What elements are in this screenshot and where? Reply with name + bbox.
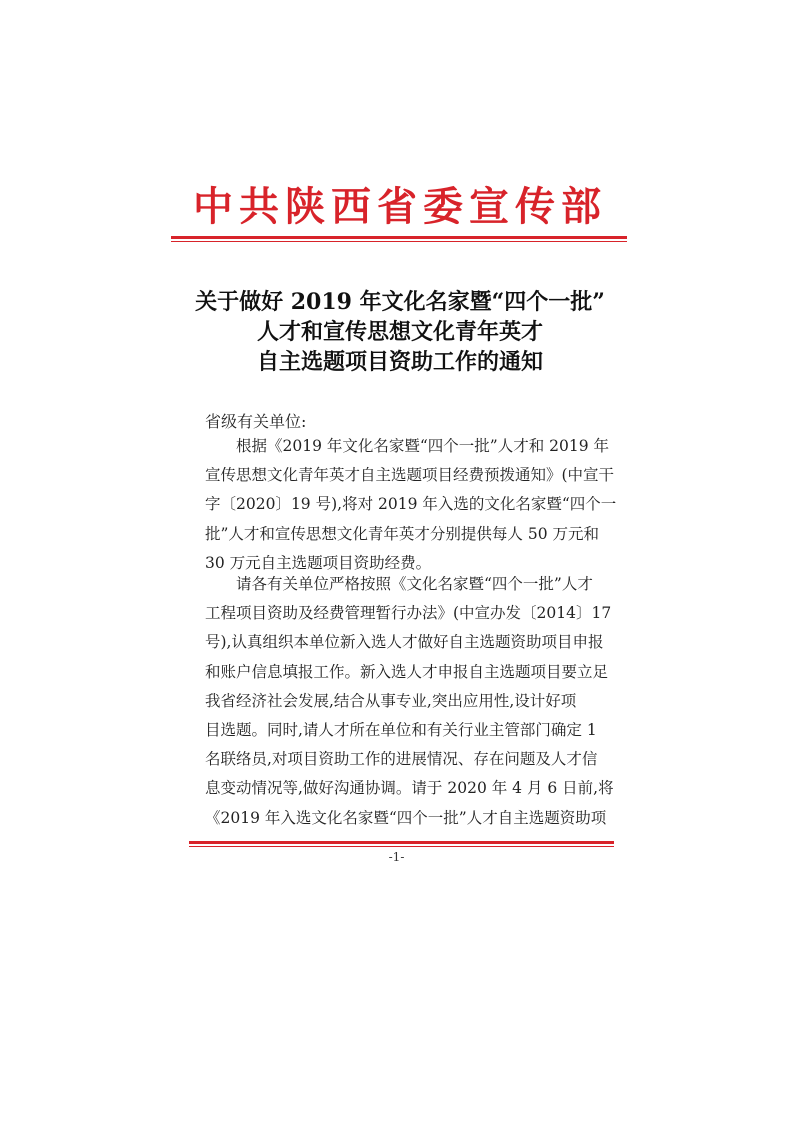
title-line-1: 关于做好 2019 年文化名家暨“四个一批” bbox=[195, 289, 605, 315]
footer-red-rule-thin bbox=[189, 846, 614, 847]
paragraph-line: 根据《2019 年文化名家暨“四个一批”人才和 2019 年 bbox=[205, 437, 610, 455]
header-red-rule-thin bbox=[171, 241, 627, 242]
paragraph-2 bbox=[205, 570, 614, 833]
page-number: -1- bbox=[388, 850, 405, 864]
organization-header: 中共陕西省委宣传部 bbox=[193, 183, 607, 230]
paragraph-line: 号),认真组织本单位新入选人才做好自主选题资助项目申报 bbox=[205, 633, 604, 652]
paragraph-line: 30 万元自主选题项目资助经费。 bbox=[205, 553, 432, 572]
paragraph-line: 工程项目资助及经费管理暂行办法》(中宣办发〔2014〕17 bbox=[205, 604, 612, 623]
paragraph-line: 目选题。同时,请人才所在单位和有关行业主管部门确定 1 bbox=[205, 720, 597, 739]
salutation: 省级有关单位: bbox=[205, 412, 307, 431]
paragraph-line: 字〔2020〕19 号),将对 2019 年入选的文化名家暨“四个一 bbox=[205, 495, 617, 514]
paragraph-line: 请各有关单位严格按照《文化名家暨“四个一批”人才 bbox=[205, 575, 593, 593]
paragraph-line: 《2019 年入选文化名家暨“四个一批”人才自主选题资助项 bbox=[205, 808, 607, 827]
paragraph-line: 名联络员,对项目资助工作的进展情况、存在问题及人才信 bbox=[205, 750, 598, 769]
paragraph-line: 我省经济社会发展,结合从事专业,突出应用性,设计好项 bbox=[205, 691, 577, 710]
title-line-2: 人才和宣传思想文化青年英才 bbox=[256, 319, 543, 345]
document-title bbox=[170, 287, 630, 377]
header-red-rule-thick bbox=[171, 236, 627, 239]
footer-red-rule-thick bbox=[189, 841, 614, 844]
paragraph-line: 息变动情况等,做好沟通协调。请于 2020 年 4 月 6 日前,将 bbox=[205, 779, 614, 798]
paragraph-line: 批”人才和宣传思想文化青年英才分别提供每人 50 万元和 bbox=[205, 524, 600, 543]
title-line-3: 自主选题项目资助工作的通知 bbox=[256, 349, 543, 375]
paragraph-line: 宣传思想文化青年英才自主选题项目经费预拨通知》(中宣干 bbox=[205, 466, 615, 485]
paragraph-line: 和账户信息填报工作。新入选人才申报自主选题项目要立足 bbox=[205, 662, 609, 681]
paragraph-1 bbox=[205, 432, 617, 578]
